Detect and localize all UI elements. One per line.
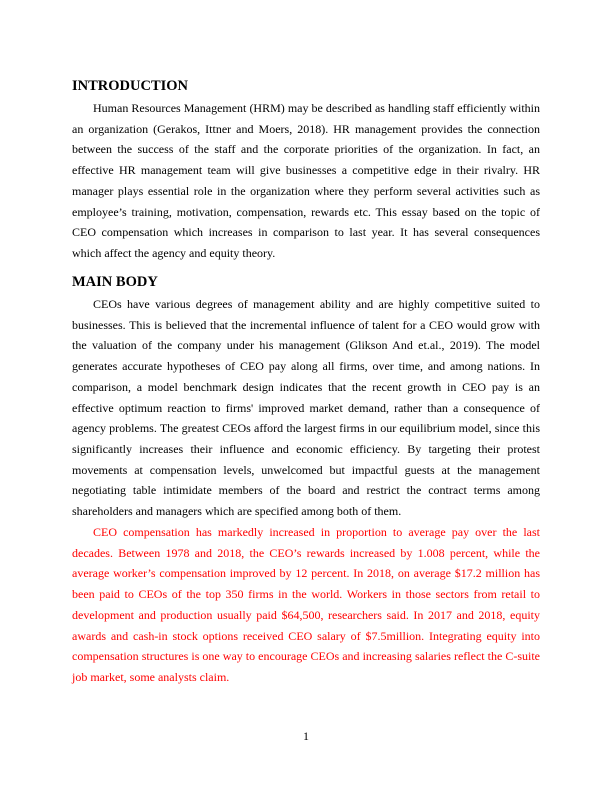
main-body-paragraph-1: CEOs have various degrees of management ability and are highly competitive suited to businesses. This is believed that the incremental influence of talent for a CEO would grow with the valuation of the company under his management (Glikson And et.al., 2019). The model generates accurate hypotheses of CEO pay along all firms, over time, and among nations. In comparison, a model benchmark design indicates that the recent growth in CEO pay is an effective optimum reaction to firms' improved market demand, rather than a consequence of agency problems. The greatest CEOs afford the largest firms in our equilibrium model, since this significantly increases their influence and economic efficiency. By targeting their protest movements at compensation levels, unwelcomed but impactful guests at the management negotiating table intimidate members of the board and restrict the contract terms among shareholders and managers which are specified among both of them.: [72, 297, 540, 519]
introduction-paragraph: Human Resources Management (HRM) may be described as handling staff efficiently within an organization (Gerakos, Ittner and Moers, 2018). HR management provides the connection between the success of the staff and the corporate priorities of the organization. In fact, an effective HR management team will give businesses a competitive edge in their rivalry. HR manager plays essential role in the organization where they perform several activities such as employee’s training, motivation, compensation, rewards etc. This essay based on the topic of CEO compensation which increases in comparison to last year. It has several consequences which affect the agency and equity theory.: [72, 101, 540, 260]
page-number: 1: [303, 729, 309, 743]
main-body-heading: MAIN BODY: [72, 274, 158, 290]
introduction-heading: INTRODUCTION: [72, 78, 189, 94]
main-body-paragraph-2: CEO compensation has markedly increased in proportion to average pay over the last decades. Between 1978 and 2018, the CEO’s rewards increased by 1.008 percent, while the average worker’s compensation improved by 12 percent. In 2018, on average $17.2 million has been paid to CEOs of the top 350 firms in the world. Workers in those sectors from retail to development and production usually paid $64,500, researchers said. In 2017 and 2018, equity awards and cash-in stock options received CEO salary of $7.5million. Integrating equity into compensation structures is one way to encourage CEOs and increasing salaries reflect the C-suite job market, some analysts claim.: [72, 525, 540, 684]
